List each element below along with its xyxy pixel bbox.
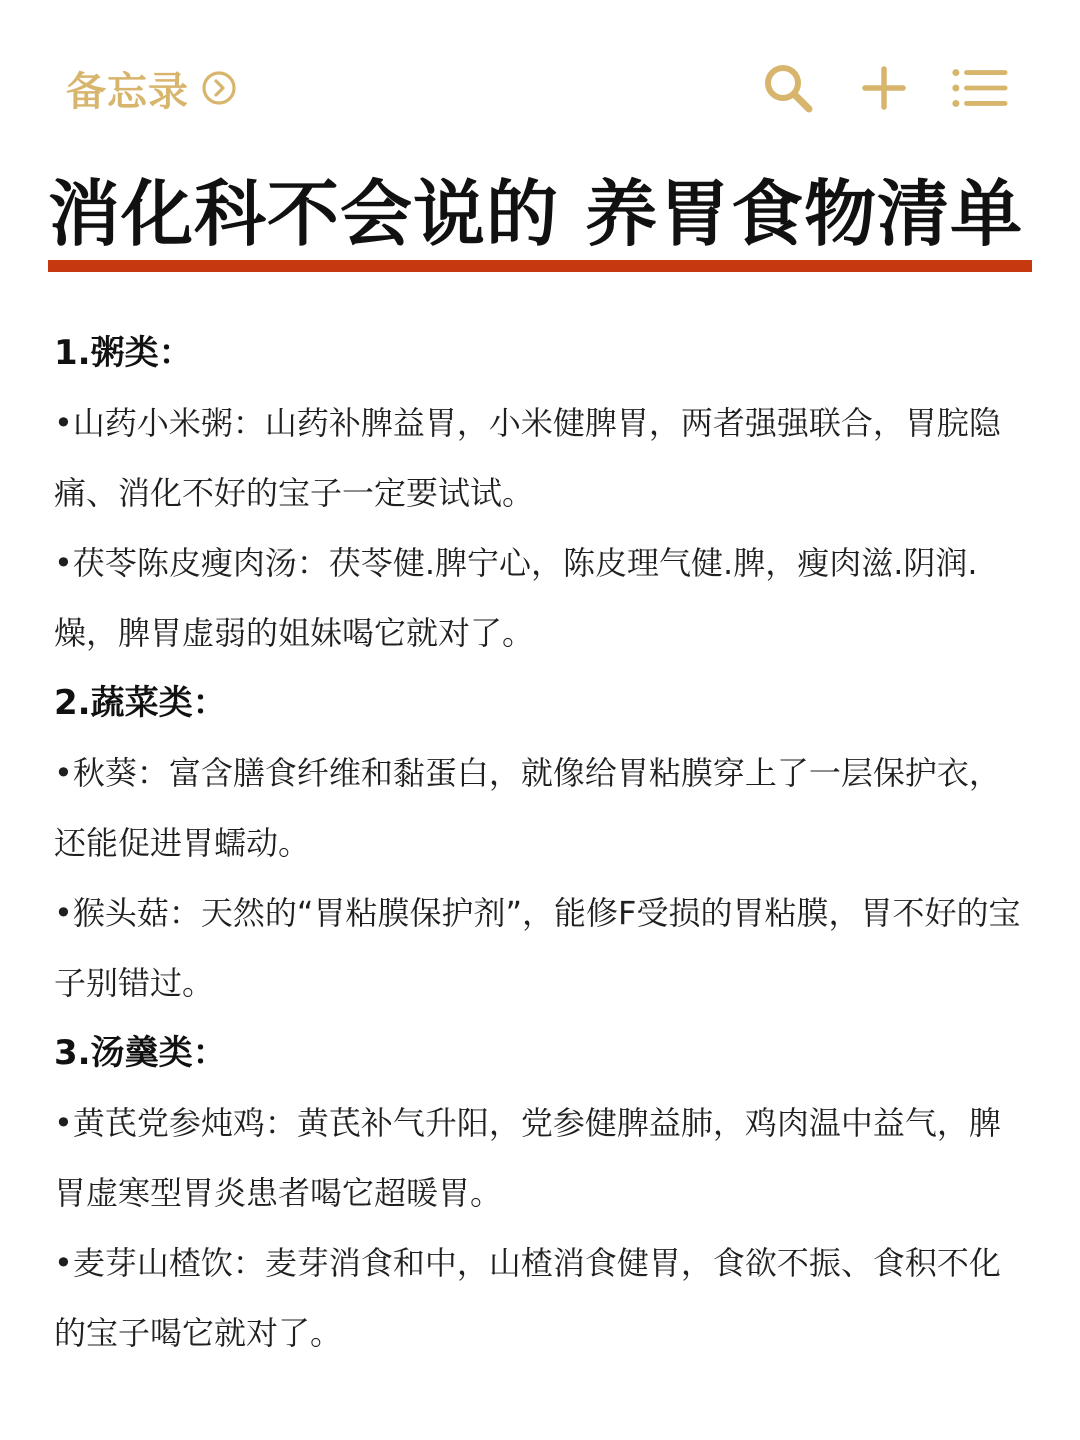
note-body[interactable] xyxy=(54,318,1026,1368)
list-item: •茯苓陈皮瘦肉汤：茯苓健.脾宁心，陈皮理气健.脾，瘦肉滋.阴润.燥，脾胃虚弱的姐妹喝它就对了。 xyxy=(54,544,978,652)
add-note-button[interactable] xyxy=(856,60,912,116)
title-underline xyxy=(48,260,1032,272)
section-title: 3.汤羹类： xyxy=(54,1033,227,1073)
list-item: •黄芪党参炖鸡：黄芪补气升阳，党参健脾益肺，鸡肉温中益气，脾胃虚寒型胃炎患者喝它超暖胃。 xyxy=(54,1104,1001,1212)
section-soups xyxy=(54,1018,1026,1368)
back-label: 备忘录 xyxy=(66,68,189,115)
list-item: •猴头菇：天然的“胃粘膜保护剂”，能修F受损的胃粘膜，胃不好的宝子别错过。 xyxy=(54,894,1021,1002)
section-title: 2.蔬菜类： xyxy=(54,683,227,723)
note-title-block xyxy=(48,168,1032,272)
list-item: •秋葵：富含膳食纤维和黏蛋白，就像给胃粘膜穿上了一层保护衣，还能促进胃蠕动。 xyxy=(54,754,1001,862)
section-title: 1.粥类： xyxy=(54,333,193,373)
search-button[interactable] xyxy=(760,60,816,116)
back-to-notes-button[interactable] xyxy=(66,56,237,120)
search-icon xyxy=(761,61,815,115)
section-vegetables xyxy=(54,668,1026,1018)
list-icon xyxy=(952,68,1008,108)
top-bar xyxy=(66,56,1008,120)
list-item: •麦芽山楂饮：麦芽消食和中，山楂消食健胃，食欲不振、食积不化的宝子喝它就对了。 xyxy=(54,1244,1001,1352)
menu-button[interactable] xyxy=(952,60,1008,116)
list-item: •山药小米粥：山药补脾益胃，小米健脾胃，两者强强联合，胃脘隐痛、消化不好的宝子一定要试试。 xyxy=(54,404,1001,512)
note-title: 消化科不会说的 养胃食物清单 xyxy=(48,172,1024,256)
toolbar-actions xyxy=(760,56,1008,120)
section-porridge xyxy=(54,318,1026,668)
plus-icon xyxy=(862,66,906,110)
chevron-right-circle-icon xyxy=(201,70,237,106)
